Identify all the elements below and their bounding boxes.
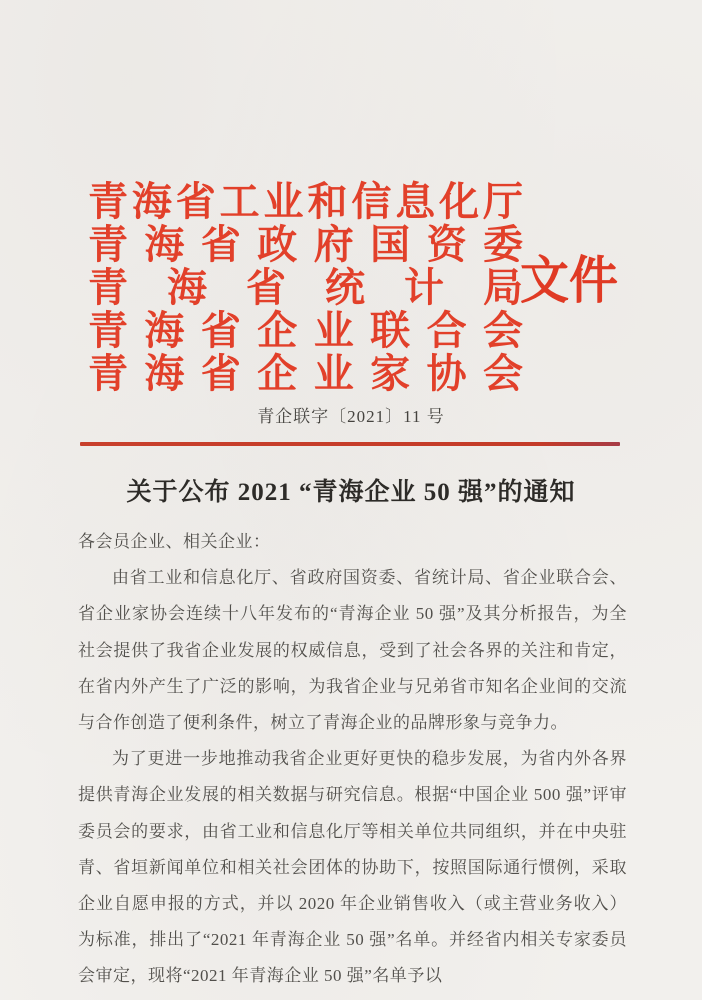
letterhead (88, 180, 523, 395)
doc-number: 青企联字〔2021〕11 号 (257, 407, 445, 426)
red-separator-line (80, 442, 620, 446)
body-paragraph-2: 为了更进一步地推动我省企业更好更快的稳步发展，为省内外各界提供青海企业发展的相关数据与研究信息。根据“中国企业 500 强”评审委员会的要求，由省工业和信息化厅等相关单位共同组织，并在中央驻青、省垣新闻单位和相关社会团体的协助下，按照国际通行惯例，采取企业自愿申报的方式，并以 2020 年企业销售收入（或主营业务收入）为标准，排出了“2021 年青海企业 50 强”名单。并经省内相关专家委员会审定，现将“2021 年青海企业 50 强”名单予以 (78, 749, 627, 986)
letterhead-org-line-4: 青海省企业联合会 (88, 308, 523, 353)
salutation: 各会员企业、相关企业： (78, 532, 271, 551)
letterhead-org-line-1: 青海省工业和信息化厅 (88, 179, 523, 224)
letterhead-org-line-5: 青海省企业家协会 (88, 351, 523, 396)
body-paragraph-1: 由省工业和信息化厅、省政府国资委、省统计局、省企业联合会、省企业家协会连续十八年发布的“青海企业 50 强”及其分析报告，为全社会提供了我省企业发展的权威信息，受到了社会各界的关注和肯定，在省内外产生了广泛的影响，为我省企业与兄弟省市知名企业间的交流与合作创造了便利条件，树立了青海企业的品牌形象与竞争力。 (78, 568, 627, 733)
doc-title: 关于公布 2021 “青海企业 50 强”的通知 (126, 479, 576, 506)
doc-body (78, 524, 627, 995)
doc-type-label: 文件 (520, 254, 618, 310)
letterhead-org-line-3: 青海省统计局 (88, 265, 523, 310)
letterhead-org-line-2: 青海省政府国资委 (88, 222, 523, 267)
